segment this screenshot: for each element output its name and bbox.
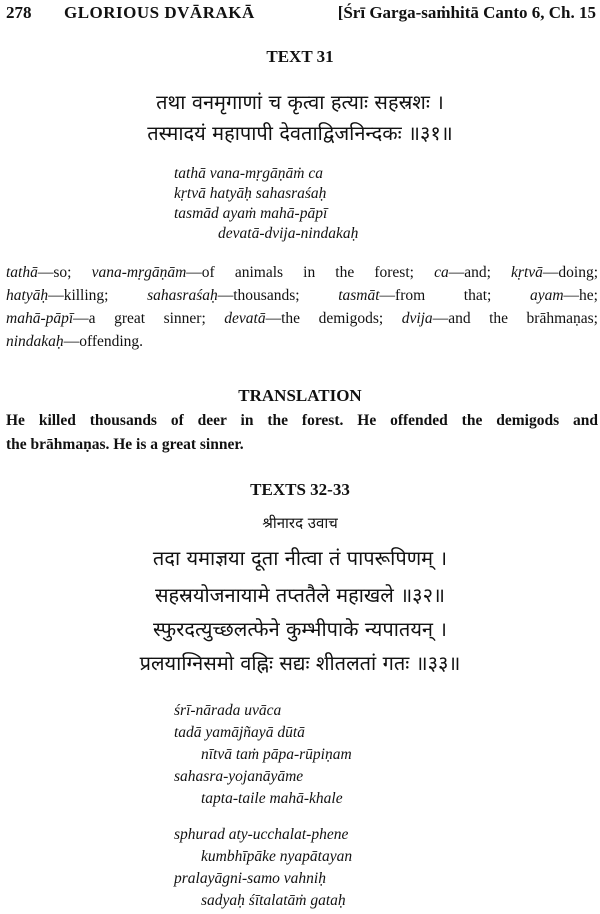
translit-line: pralayāgni-samo vahniḥ: [174, 870, 326, 887]
synonym-term: devatā: [224, 310, 266, 327]
translit-line: sphurad aty-ucchalat-phene: [174, 826, 349, 843]
synonym-term: ca: [434, 264, 449, 281]
synonym-meaning: —he;: [563, 287, 598, 304]
book-title: GLORIOUS DVĀRAKĀ: [64, 3, 255, 22]
synonyms-paragraph: [6, 261, 598, 353]
translit-line: kṛtvā hatyāḥ sahasraśaḥ: [174, 185, 327, 202]
synonym-meaning: —and;: [448, 264, 512, 281]
synonym-term: vana-mṛgāṇām: [91, 264, 187, 281]
page-header: [6, 3, 596, 27]
verse-33-line-2: प्रलयाग्निसमो वह्निः सद्यः शीतलतां गतः ॥३३॥: [139, 651, 461, 675]
translit-line: sadyaḥ śītalatāṁ gataḥ: [201, 892, 346, 909]
verse-32-line-2: सहस्रयोजनायामे तप्ततैले महाखले ॥३२॥: [155, 583, 445, 607]
verse-32-transliteration: [174, 700, 352, 810]
translit-line: sahasra-yojanāyāme: [174, 768, 304, 785]
verse-33-transliteration: [174, 824, 352, 912]
translit-line: tasmād ayaṁ mahā-pāpī: [174, 205, 328, 222]
translation-line: the brāhmaṇas. He is a great sinner.: [6, 436, 244, 453]
translit-line: devatā-dvija-nindakaḥ: [218, 225, 359, 242]
synonym-meaning: —the demigods;: [265, 310, 402, 327]
chapter-reference: [Śrī Garga-saṁhitā Canto 6, Ch. 15: [337, 3, 596, 22]
synonym-term: hatyāḥ: [6, 287, 49, 304]
synonym-term: nindakaḥ: [6, 333, 64, 350]
synonym-term: mahā-pāpī: [6, 310, 74, 327]
synonyms-line: [6, 284, 598, 307]
translit-line: tapta-taile mahā-khale: [201, 790, 343, 807]
translation-line: He killed thousands of deer in the forest. He offended the demigods and: [6, 412, 598, 429]
synonym-term: kṛtvā: [511, 264, 543, 281]
translit-line: śrī-nārada uvāca: [174, 702, 282, 719]
synonym-meaning: —killing;: [48, 287, 148, 304]
synonym-meaning: —and the brāhmaṇas;: [432, 310, 598, 327]
verse-33-line-1: स्फुरदत्युच्छलत्फेने कुम्भीपाके न्यपातयन् ।: [153, 617, 447, 641]
speaker-devanagari: श्रीनारद उवाच: [262, 514, 338, 532]
verse-32-line-1: तदा यमाज्ञया दूता नीत्वा तं पापरूपिणम् ।: [152, 546, 448, 570]
translit-line: tathā vana-mṛgāṇāṁ ca: [174, 165, 323, 182]
synonym-meaning: —offending.: [63, 333, 144, 350]
verse-31-line-1: तथा वनमृगाणां च कृत्वा हत्याः सहस्रशः ।: [156, 90, 444, 114]
verse-31-transliteration: [174, 164, 358, 244]
synonyms-line: [6, 307, 598, 330]
synonym-meaning: —doing;: [542, 264, 599, 281]
synonym-term: tathā: [6, 264, 38, 281]
synonym-term: ayam: [529, 287, 564, 304]
translation-paragraph: [6, 409, 598, 457]
synonym-term: dvija: [401, 310, 433, 327]
synonym-meaning: —so;: [37, 264, 92, 281]
translit-line: kumbhīpāke nyapātayan: [201, 848, 353, 865]
synonym-term: sahasraśaḥ: [147, 287, 218, 304]
synonym-meaning: —from that;: [379, 287, 530, 304]
synonym-meaning: —of animals in the forest;: [186, 264, 435, 281]
translit-line: nītvā taṁ pāpa-rūpiṇam: [201, 746, 352, 763]
page-number: 278: [6, 3, 32, 22]
translation-heading: TRANSLATION: [238, 386, 362, 405]
synonym-meaning: —a great sinner;: [73, 310, 225, 327]
synonym-term: tasmāt: [338, 287, 380, 304]
verse-31-line-2: तस्मादयं महापापी देवताद्विजनिन्दकः ॥३१॥: [147, 121, 453, 145]
text-31-heading: TEXT 31: [266, 47, 334, 66]
synonyms-line: [6, 330, 598, 353]
synonym-meaning: —thousands;: [217, 287, 339, 304]
texts-32-33-heading: TEXTS 32-33: [250, 480, 350, 499]
synonyms-line: [6, 261, 598, 284]
translit-line: tadā yamājñayā dūtā: [174, 724, 305, 741]
